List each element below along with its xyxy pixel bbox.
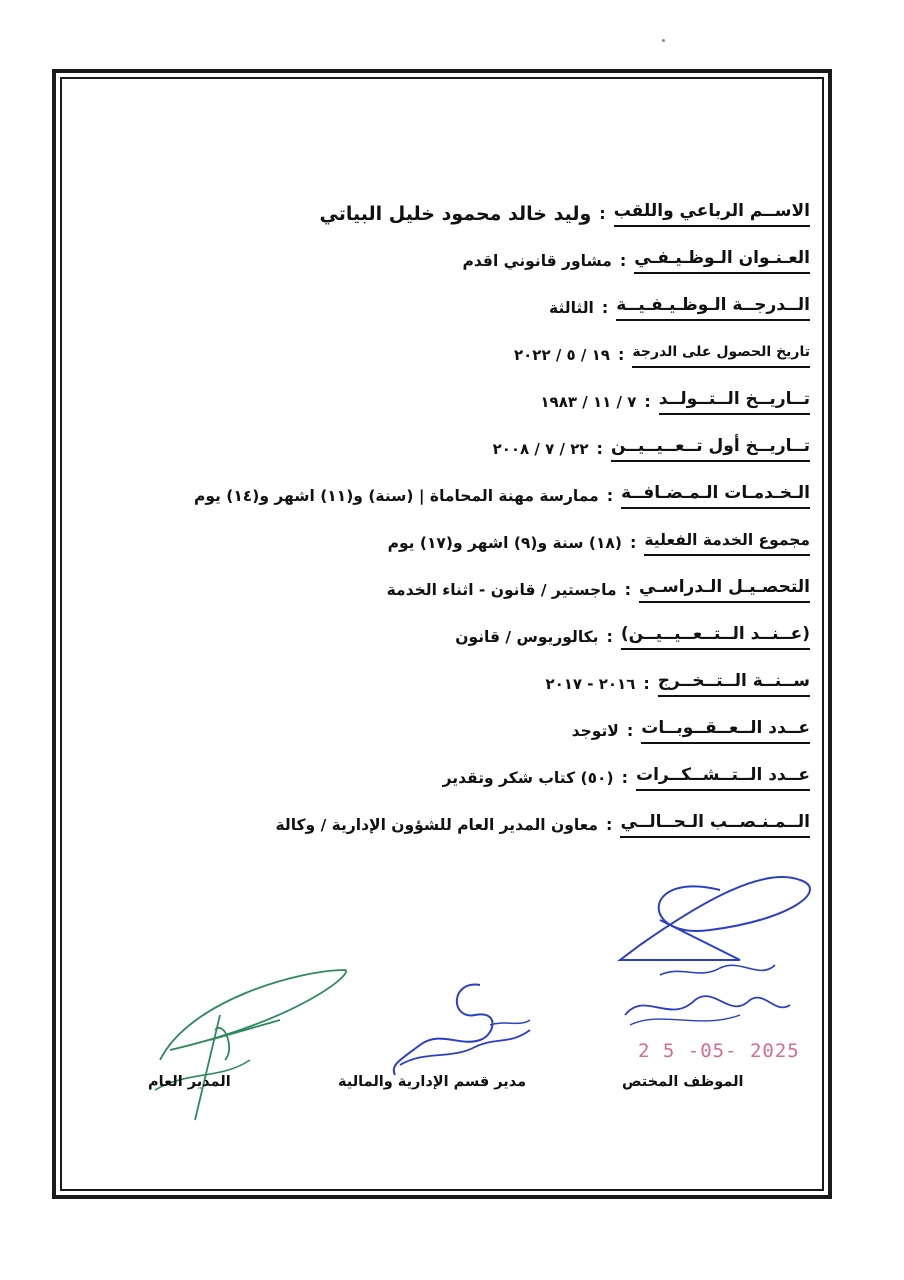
- field-value: ٢٢ / ٧ / ٢٠٠٨: [492, 439, 589, 458]
- field-colon: :: [621, 768, 628, 787]
- field-value: ماجستير / قانون - اثناء الخدمة: [386, 580, 617, 599]
- field-grade-date: [100, 331, 810, 378]
- field-colon: :: [601, 298, 609, 317]
- scan-speck: [662, 39, 665, 42]
- field-label: (عــنــد الــتــعــيــيــن): [621, 623, 810, 650]
- field-label: عــدد الــعــقــوبــات: [641, 717, 810, 744]
- field-current-position: [100, 801, 810, 848]
- field-colon: :: [599, 204, 606, 223]
- field-label: تــاريــخ أول تــعــيــيــن: [611, 435, 810, 462]
- field-birth-date: [100, 378, 810, 425]
- field-colon: :: [624, 580, 631, 599]
- field-value: (١٨) سنة و(٩) اشهر و(١٧) يوم: [387, 533, 622, 552]
- received-date-stamp: 2 5 -05- 2025: [638, 1040, 800, 1062]
- field-colon: :: [619, 251, 627, 270]
- field-value: لاتوجد: [571, 721, 619, 740]
- field-colon: :: [626, 721, 634, 740]
- field-colon: :: [596, 439, 603, 458]
- field-value: ممارسة مهنة المحاماة | (سنة) و(١١) اشهر و(١٤) يوم: [193, 486, 599, 505]
- field-full-name: [100, 190, 810, 237]
- field-colon: :: [606, 815, 613, 834]
- field-label: التحصـيـل الـدراسـي: [639, 576, 810, 603]
- field-job-title: [100, 237, 810, 284]
- admin-manager-signature-label: مدير قسم الإدارية والمالية: [338, 1074, 527, 1090]
- field-colon: :: [606, 627, 613, 646]
- field-colon: :: [643, 674, 650, 693]
- field-value: ١٩ / ٥ / ٢٠٢٢: [513, 345, 610, 364]
- field-total-service: [100, 519, 810, 566]
- employee-signature-label: الموظف المختص: [622, 1074, 744, 1090]
- field-label: الــمـنـصــب الـحــالــي: [620, 811, 810, 838]
- field-value: مشاور قانوني اقدم: [462, 251, 612, 270]
- field-penalties: [100, 707, 810, 754]
- field-value: معاون المدير العام للشؤون الإدارية / وكالة: [275, 815, 599, 834]
- field-value: الثالثة: [549, 298, 594, 317]
- field-value: وليد خالد محمود خليل البياتي: [319, 202, 592, 225]
- field-grade: [100, 284, 810, 331]
- field-label: تاريخ الحصول على الدرجة: [632, 341, 810, 368]
- field-label: العـنـوان الـوظـيـفـي: [634, 247, 810, 274]
- field-first-appointment: [100, 425, 810, 472]
- field-education: [100, 566, 810, 613]
- field-value: ٢٠١٦ - ٢٠١٧: [545, 674, 636, 693]
- field-label: مجموع الخدمة الفعلية: [644, 529, 810, 556]
- field-label: ســنــة الــتــخــرج: [658, 670, 810, 697]
- field-graduation-year: [100, 660, 810, 707]
- field-value: بكالوريوس / قانون: [455, 627, 599, 646]
- field-value: (٥٠) كتاب شكر وتقدير: [442, 768, 614, 787]
- general-manager-signature: [150, 960, 360, 1130]
- field-colon: :: [644, 392, 651, 411]
- field-label: الــدرجــة الـوظـيـفـيــة: [616, 294, 810, 321]
- field-colon: :: [617, 345, 625, 364]
- field-added-services: [100, 472, 810, 519]
- field-education-at-appointment: [100, 613, 810, 660]
- employee-info-fields: [100, 190, 810, 848]
- field-label: تــاريــخ الــتــولــد: [659, 388, 810, 415]
- field-label: الاســم الرباعي واللقب: [614, 200, 810, 227]
- field-label: عــدد الــتــشــكــرات: [636, 764, 810, 791]
- employee-signature: [600, 850, 830, 1050]
- field-colon: :: [606, 486, 614, 505]
- field-commendations: [100, 754, 810, 801]
- field-label: الـخـدمـات الـمـضـافــة: [621, 482, 810, 509]
- field-value: ٧ / ١١ / ١٩٨٣: [540, 392, 637, 411]
- field-colon: :: [629, 533, 637, 552]
- general-manager-signature-label: المدير العام: [148, 1074, 231, 1090]
